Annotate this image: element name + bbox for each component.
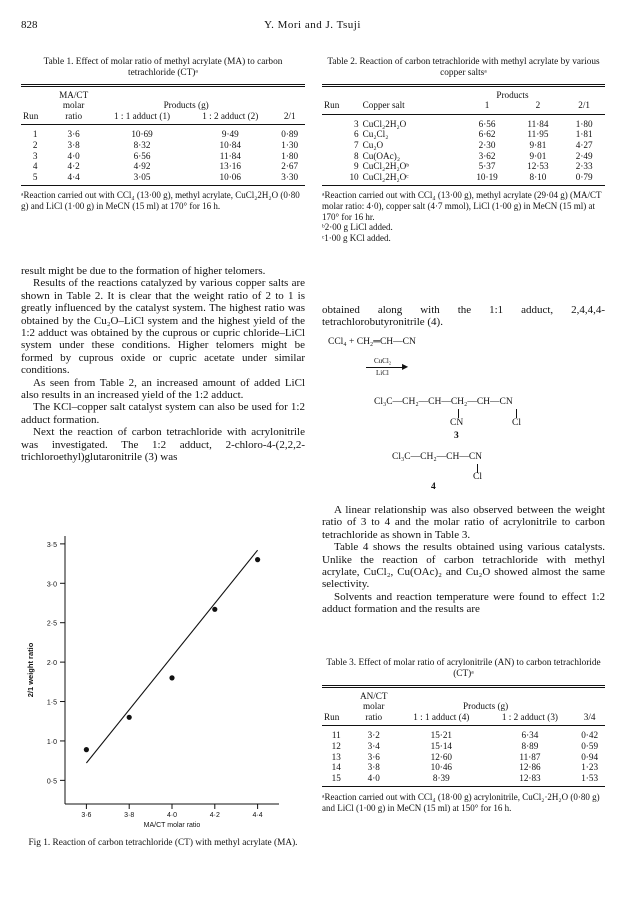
table-cell: 3·2 xyxy=(367,730,380,741)
table-row xyxy=(21,151,305,162)
data-point xyxy=(255,557,260,562)
table2-head-run: Run xyxy=(324,100,340,111)
table1-head-c2: 1 : 2 adduct (2) xyxy=(202,110,259,121)
table-cell: 1·53 xyxy=(581,772,599,783)
table-row xyxy=(21,129,305,140)
table-cell: 4 xyxy=(32,161,38,172)
scheme-product3-sub-cn: CN xyxy=(450,418,464,428)
figure1-caption: Fig 1. Reaction of carbon tetrachloride (CT) with methyl acrylate (MA). xyxy=(28,838,298,848)
table-cell: 11·95 xyxy=(527,129,549,140)
table3-head-ratio: ratio xyxy=(365,711,383,722)
running-header: Y. Mori and J. Tsuji xyxy=(264,19,361,31)
paragraph: A linear relationship was also observed between the weight ratio of 3 to 4 and the molar ratio of acrylonitrile to carbon tetrachloride as shown in Table 3. xyxy=(322,504,605,541)
table-cell: 3·8 xyxy=(367,762,380,773)
table-cell: 8·10 xyxy=(529,171,547,182)
table-cell: 3 xyxy=(354,118,359,129)
table-cell: 3·4 xyxy=(367,740,380,751)
fit-line xyxy=(86,550,257,763)
table2-head-c1: 1 xyxy=(484,100,490,111)
table3-head-group: AN/CT xyxy=(359,690,388,701)
table-cell: Cu₂Cl₂ xyxy=(362,129,389,140)
table-cell: 3·05 xyxy=(133,171,151,182)
body-text-right xyxy=(322,504,605,616)
table-cell: 10·84 xyxy=(219,139,241,150)
table-cell: 15 xyxy=(331,772,341,783)
table3-head-c3: 3/4 xyxy=(583,711,596,722)
y-tick-label: 1·0 xyxy=(46,738,57,746)
table-cell: 1·80 xyxy=(575,118,593,129)
table2-head-c2: 2 xyxy=(535,100,541,111)
y-tick-label: 1·5 xyxy=(46,699,57,707)
table-cell: 3 xyxy=(32,150,38,161)
data-point xyxy=(127,715,132,720)
figure1-caption-wrap xyxy=(21,838,305,849)
table-cell: 11·84 xyxy=(219,150,241,161)
table3-head-run: Run xyxy=(324,711,340,722)
table-cell: 12·83 xyxy=(519,772,541,783)
table3-footnote: ᵃReaction carried out with CCl₄ (18·00 g) acrylonitrile, CuCl₂·2H₂O (0·80 g) and LiCl (1·00 g) in MeCN (15 ml) at 150° for 16 h. xyxy=(322,792,600,813)
scheme-reagent-top: CuCl₂ xyxy=(374,357,392,365)
page-number: 828 xyxy=(21,19,38,31)
scheme-product3-sub-cl: Cl xyxy=(512,418,521,428)
table-row xyxy=(322,129,605,140)
table-cell: 2 xyxy=(32,139,38,150)
table-cell: 1·30 xyxy=(281,139,299,150)
data-point xyxy=(212,607,217,612)
x-tick-label: 3·6 xyxy=(81,812,92,819)
table-cell: 13·16 xyxy=(219,161,241,172)
table-cell: 2·67 xyxy=(281,161,299,172)
table-cell: 10·69 xyxy=(131,129,153,140)
y-tick-label: 2·5 xyxy=(46,620,57,628)
y-tick-label: 0·5 xyxy=(46,778,57,786)
table-cell: 9·01 xyxy=(529,150,547,161)
table1-head-c1: 1 : 1 adduct (1) xyxy=(113,110,171,121)
table-row xyxy=(322,140,605,151)
y-axis-label: 2/1 weight ratio xyxy=(26,642,35,698)
table2-footnote: ᵃReaction carried out with CCl₄ (13·00 g), methyl acrylate (29·04 g) (MA/CT molar ratio: 4·0), copper salt (4·7 mmol), LiCl (1·00 g) in MeCN (15 ml) at 170° for 16 hr. xyxy=(322,190,602,222)
figure1 xyxy=(21,520,305,830)
bond-line xyxy=(516,409,517,418)
bond-line xyxy=(458,409,459,418)
table-cell: 2·30 xyxy=(478,139,496,150)
paragraph: The KCl–copper salt catalyst system can also be used for 1:2 adduct formation. xyxy=(21,401,305,426)
table-row xyxy=(322,752,605,763)
figure1-chart xyxy=(21,520,305,830)
table-cell: 4·92 xyxy=(133,161,151,172)
y-tick-label: 3·5 xyxy=(46,541,57,549)
scheme-product3-label: 3 xyxy=(454,431,459,441)
y-tick-label: 2·0 xyxy=(46,660,57,668)
table3-head-molar: molar xyxy=(363,701,385,712)
table-cell: 0·59 xyxy=(581,740,599,751)
table2-head-products: Products xyxy=(496,89,529,100)
table-cell: CuCl₂2H₂Oᶜ xyxy=(362,171,409,182)
paragraph: Table 4 shows the results obtained using various catalysts. Unlike the reaction of carbon tetrachloride with methyl acrylate, CuCl₂, Cu(OAc)₂ and Cu₂O showed almost the same selectivity. xyxy=(322,541,605,591)
table-cell: Cu₂O xyxy=(362,139,384,150)
table1-head-products: Products (g) xyxy=(163,100,209,111)
table-cell: 2·49 xyxy=(575,150,593,161)
table-cell: 4·0 xyxy=(67,150,80,161)
table-cell: 3·6 xyxy=(367,751,380,762)
table3-head-c1: 1 : 1 adduct (4) xyxy=(413,711,470,722)
table2-head-salt: Copper salt xyxy=(362,100,405,111)
table-cell: 11·84 xyxy=(527,118,549,129)
scheme-product4-label: 4 xyxy=(431,482,436,492)
table-cell: 14 xyxy=(331,762,341,773)
table-cell: 12·53 xyxy=(527,161,549,172)
y-tick-label: 3·0 xyxy=(46,581,57,589)
scheme-reactants: CCl₄ + CH₂═CH—CN xyxy=(328,337,416,347)
reaction-scheme xyxy=(322,337,605,492)
data-point xyxy=(169,675,174,680)
table-cell: 3·6 xyxy=(67,129,80,140)
table-cell: 6·34 xyxy=(521,730,539,741)
table-cell: 8·32 xyxy=(133,139,151,150)
table-cell: CuCl₂2H₂O xyxy=(362,118,407,129)
reaction-arrow xyxy=(366,367,406,368)
table-cell: 8 xyxy=(354,150,359,161)
x-tick-label: 4·2 xyxy=(209,812,220,819)
table-cell: 1 xyxy=(32,129,38,140)
paragraph: Results of the reactions catalyzed by various copper salts are shown in Table 2. It is clear that the weight ratio of 2 to 1 is greatly influenced by the catalyst system. The highest ratio was obtained by the Cu₂O–LiCl system and the highest yield of the 1:2 adduct was obtained by the cuprous or cupric chloride–LiCl system under these conditions. Higher telomers might be formed by cuprous oxide or cupric acetate under similar conditions. xyxy=(21,277,305,377)
data-point xyxy=(84,747,89,752)
table-cell: 12·60 xyxy=(430,751,453,762)
table1-footnote: ᵃReaction carried out with CCl₄ (13·00 g), methyl acrylate, CuCl₂2H₂O (0·80 g) and LiCl (1·00 g) in MeCN (15 ml) at 170° for 16 h. xyxy=(21,190,300,211)
table-cell: 4·2 xyxy=(67,161,80,172)
table-cell: 4·0 xyxy=(367,772,380,783)
table-cell: 1·80 xyxy=(281,150,299,161)
table2 xyxy=(322,57,605,243)
table3-head-c2: 1 : 2 adduct (3) xyxy=(501,711,558,722)
table2-footnote: ᵇ2·00 g LiCl added. xyxy=(322,222,393,233)
table-cell: 0·94 xyxy=(581,751,599,762)
table-cell: 6 xyxy=(354,129,359,140)
table-row xyxy=(322,119,605,130)
body-text-right-top xyxy=(322,304,605,329)
body-text-left xyxy=(21,265,305,464)
table1-head-molar: molar xyxy=(62,100,85,111)
table-row xyxy=(322,172,605,183)
table-cell: 10·46 xyxy=(430,762,453,773)
table2-footnote: ᶜ1·00 g KCl added. xyxy=(322,232,391,243)
table-cell: 8·89 xyxy=(521,740,539,751)
table-cell: 12 xyxy=(331,740,341,751)
paragraph: Solvents and reaction temperature were found to effect 1:2 adduct formation and the results are xyxy=(322,590,605,616)
table3-caption: Table 3. Effect of molar ratio of acrylonitrile (AN) to carbon tetrachloride (CT)ᵃ xyxy=(326,658,601,679)
table3 xyxy=(322,658,605,814)
table1-caption: Table 1. Effect of molar ratio of methyl acrylate (MA) to carbon tetrachloride (CT)ᵃ xyxy=(43,57,283,78)
table-cell: 11 xyxy=(331,730,341,741)
table-row xyxy=(322,773,605,784)
table-cell: 6·56 xyxy=(478,118,496,129)
table-cell: Cu(OAc)₂ xyxy=(362,150,401,161)
paragraph: As seen from Table 2, an increased amount of added LiCl also results in an increased yield of the 1:2 adduct. xyxy=(21,376,305,402)
table2-head-c3: 2/1 xyxy=(578,100,591,111)
scheme-product4-sub-cl: Cl xyxy=(473,472,482,482)
table-cell: 1·23 xyxy=(581,762,599,773)
table1-head-ratio: ratio xyxy=(65,110,83,121)
table-cell: 13 xyxy=(331,751,341,762)
table1-head-c3: 2/1 xyxy=(283,110,296,121)
table-cell: 8·39 xyxy=(432,772,450,783)
table-cell: 0·42 xyxy=(581,730,599,741)
x-axis-label: MA/CT molar ratio xyxy=(143,822,201,829)
table1 xyxy=(21,57,305,212)
scheme-product3: Cl₃C—CH₂—CH—CH₂—CH—CN xyxy=(374,397,513,407)
table-cell: 11·87 xyxy=(519,751,541,762)
table-cell: 0·89 xyxy=(281,129,299,140)
table-cell: CuCl₂2H₂Oᵇ xyxy=(362,161,410,172)
table-cell: 7 xyxy=(354,139,359,150)
table1-head-group: MA/CT xyxy=(59,89,89,100)
paragraph: Next the reaction of carbon tetrachloride with acrylonitrile was investigated. The 1:2 adduct, 2-chloro-4-(2,2,2-trichloroethyl)glutaronitrile (3) was xyxy=(21,426,305,464)
table-cell: 15·21 xyxy=(430,730,453,741)
table-cell: 6·62 xyxy=(478,129,496,140)
table3-head-products: Products (g) xyxy=(463,701,509,712)
table-cell: 10·06 xyxy=(219,171,241,182)
table-cell: 12·86 xyxy=(519,762,541,773)
paragraph: obtained along with the 1:1 adduct, 2,4,4,4-tetrachlorobutyronitrile (4). xyxy=(322,304,605,329)
table-cell: 15·14 xyxy=(430,740,453,751)
table-row xyxy=(21,161,305,172)
scheme-product4: Cl₃C—CH₂—CH—CN xyxy=(392,452,483,462)
table-cell: 9·81 xyxy=(529,139,547,150)
table-cell: 9·49 xyxy=(221,129,239,140)
x-tick-label: 4·4 xyxy=(252,812,263,819)
table-row xyxy=(21,140,305,151)
table-row xyxy=(322,730,605,741)
table-cell: 4·4 xyxy=(67,171,80,182)
table-cell: 5·37 xyxy=(478,161,496,172)
table-cell: 6·56 xyxy=(133,150,151,161)
x-tick-label: 3·8 xyxy=(124,812,135,819)
table-cell: 3·8 xyxy=(67,139,80,150)
paragraph: result might be due to the formation of higher telomers. xyxy=(21,265,266,277)
table-row xyxy=(21,172,305,183)
table-cell: 3·30 xyxy=(281,171,299,182)
table-cell: 9 xyxy=(354,161,359,172)
table-cell: 3·62 xyxy=(478,150,496,161)
x-tick-label: 4·0 xyxy=(166,812,178,819)
table-cell: 5 xyxy=(32,171,38,182)
table-cell: 1·81 xyxy=(575,129,593,140)
table-cell: 4·27 xyxy=(575,139,593,150)
table-cell: 10·19 xyxy=(476,171,498,182)
scheme-reagent-bottom: LiCl xyxy=(376,369,389,377)
table1-head-run: Run xyxy=(23,110,39,121)
table-row xyxy=(322,161,605,172)
table2-caption: Table 2. Reaction of carbon tetrachloride with methyl acrylate by various copper saltsᵃ xyxy=(327,57,600,78)
table-cell: 0·79 xyxy=(575,171,593,182)
arrow-head-icon: ▶ xyxy=(402,362,409,371)
table-row xyxy=(322,762,605,773)
table-cell: 2·33 xyxy=(575,161,593,172)
table-row xyxy=(322,151,605,162)
table-row xyxy=(322,741,605,752)
table-cell: 10 xyxy=(349,171,359,182)
